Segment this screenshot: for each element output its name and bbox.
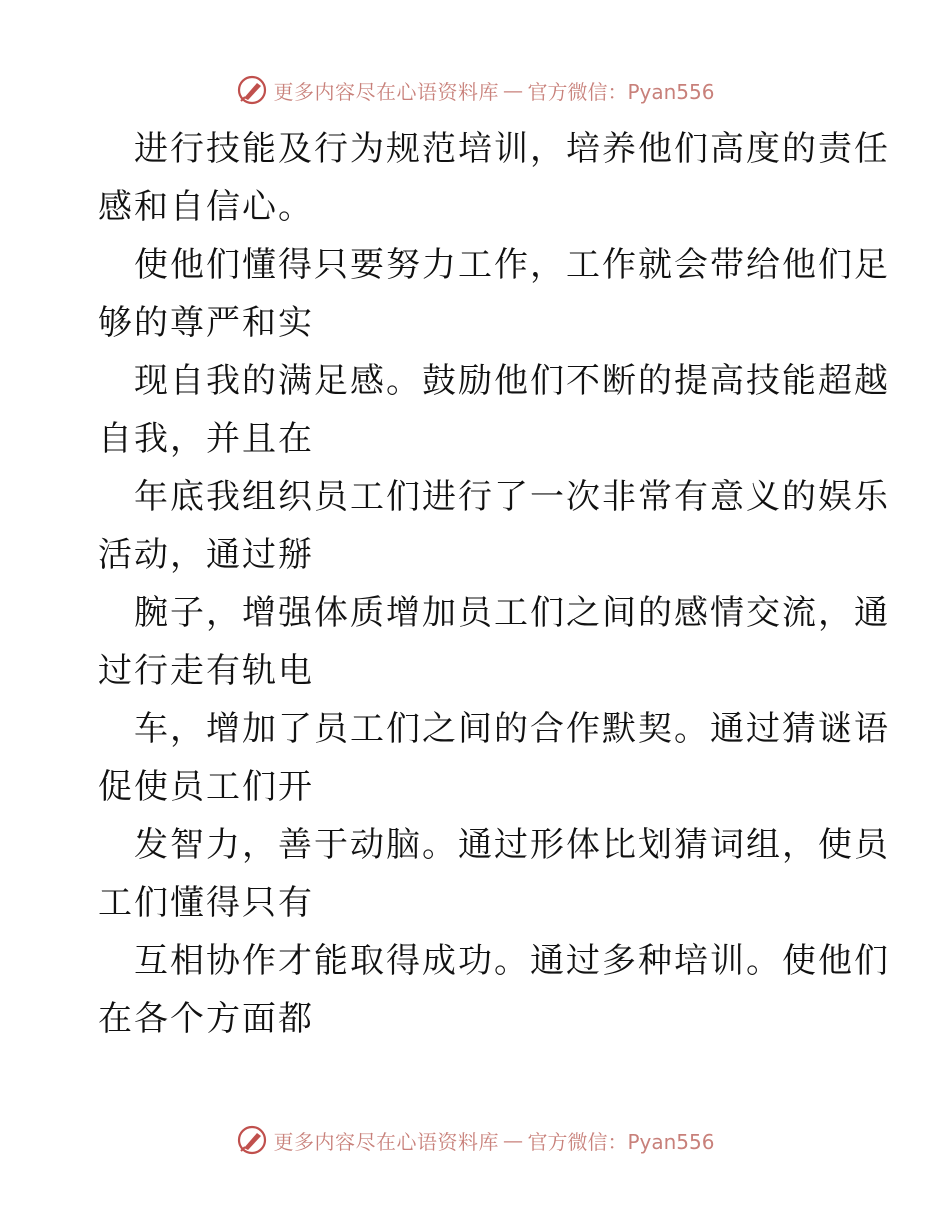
text-line: 促使员工们开 [98, 767, 314, 807]
text-line: 工们懂得只有 [98, 883, 314, 923]
text-line: 在各个方面都 [98, 999, 314, 1039]
watermark-separator: — [502, 1128, 524, 1152]
watermark-site-text: 更多内容尽在心语资料库 [273, 79, 499, 104]
header-watermark [0, 70, 950, 110]
text-line: 自我，并且在 [98, 419, 314, 459]
quill-logo-icon [235, 1123, 269, 1157]
text-line: 互相协作才能取得成功。通过多种培训。使他们 [134, 941, 890, 981]
text-line: 现自我的满足感。鼓励他们不断的提高技能超越 [134, 361, 890, 401]
text-line: 进行技能及行为规范培训，培养他们高度的责任 [134, 129, 890, 169]
text-line: 腕子，增强体质增加员工们之间的感情交流，通 [134, 593, 890, 633]
text-line: 车，增加了员工们之间的合作默契。通过猜谜语 [134, 709, 890, 749]
text-line: 过行走有轨电 [98, 651, 314, 691]
footer-watermark [0, 1120, 950, 1160]
text-line: 发智力，善于动脑。通过形体比划猜词组，使员 [134, 825, 890, 865]
text-line: 活动，通过掰 [98, 535, 314, 575]
text-line: 感和自信心。 [98, 187, 314, 227]
watermark-site-text: 更多内容尽在心语资料库 [273, 1129, 499, 1154]
text-line: 年底我组织员工们进行了一次非常有意义的娱乐 [134, 477, 890, 517]
watermark-wechat-text: 官方微信：Pyan556 [527, 79, 715, 104]
watermark-separator: — [502, 78, 524, 102]
text-line: 使他们懂得只要努力工作，工作就会带给他们足 [134, 245, 890, 285]
watermark-wechat-text: 官方微信：Pyan556 [527, 1129, 715, 1154]
body-text [98, 120, 890, 1048]
quill-logo-icon [235, 73, 269, 107]
text-line: 够的尊严和实 [98, 303, 314, 343]
